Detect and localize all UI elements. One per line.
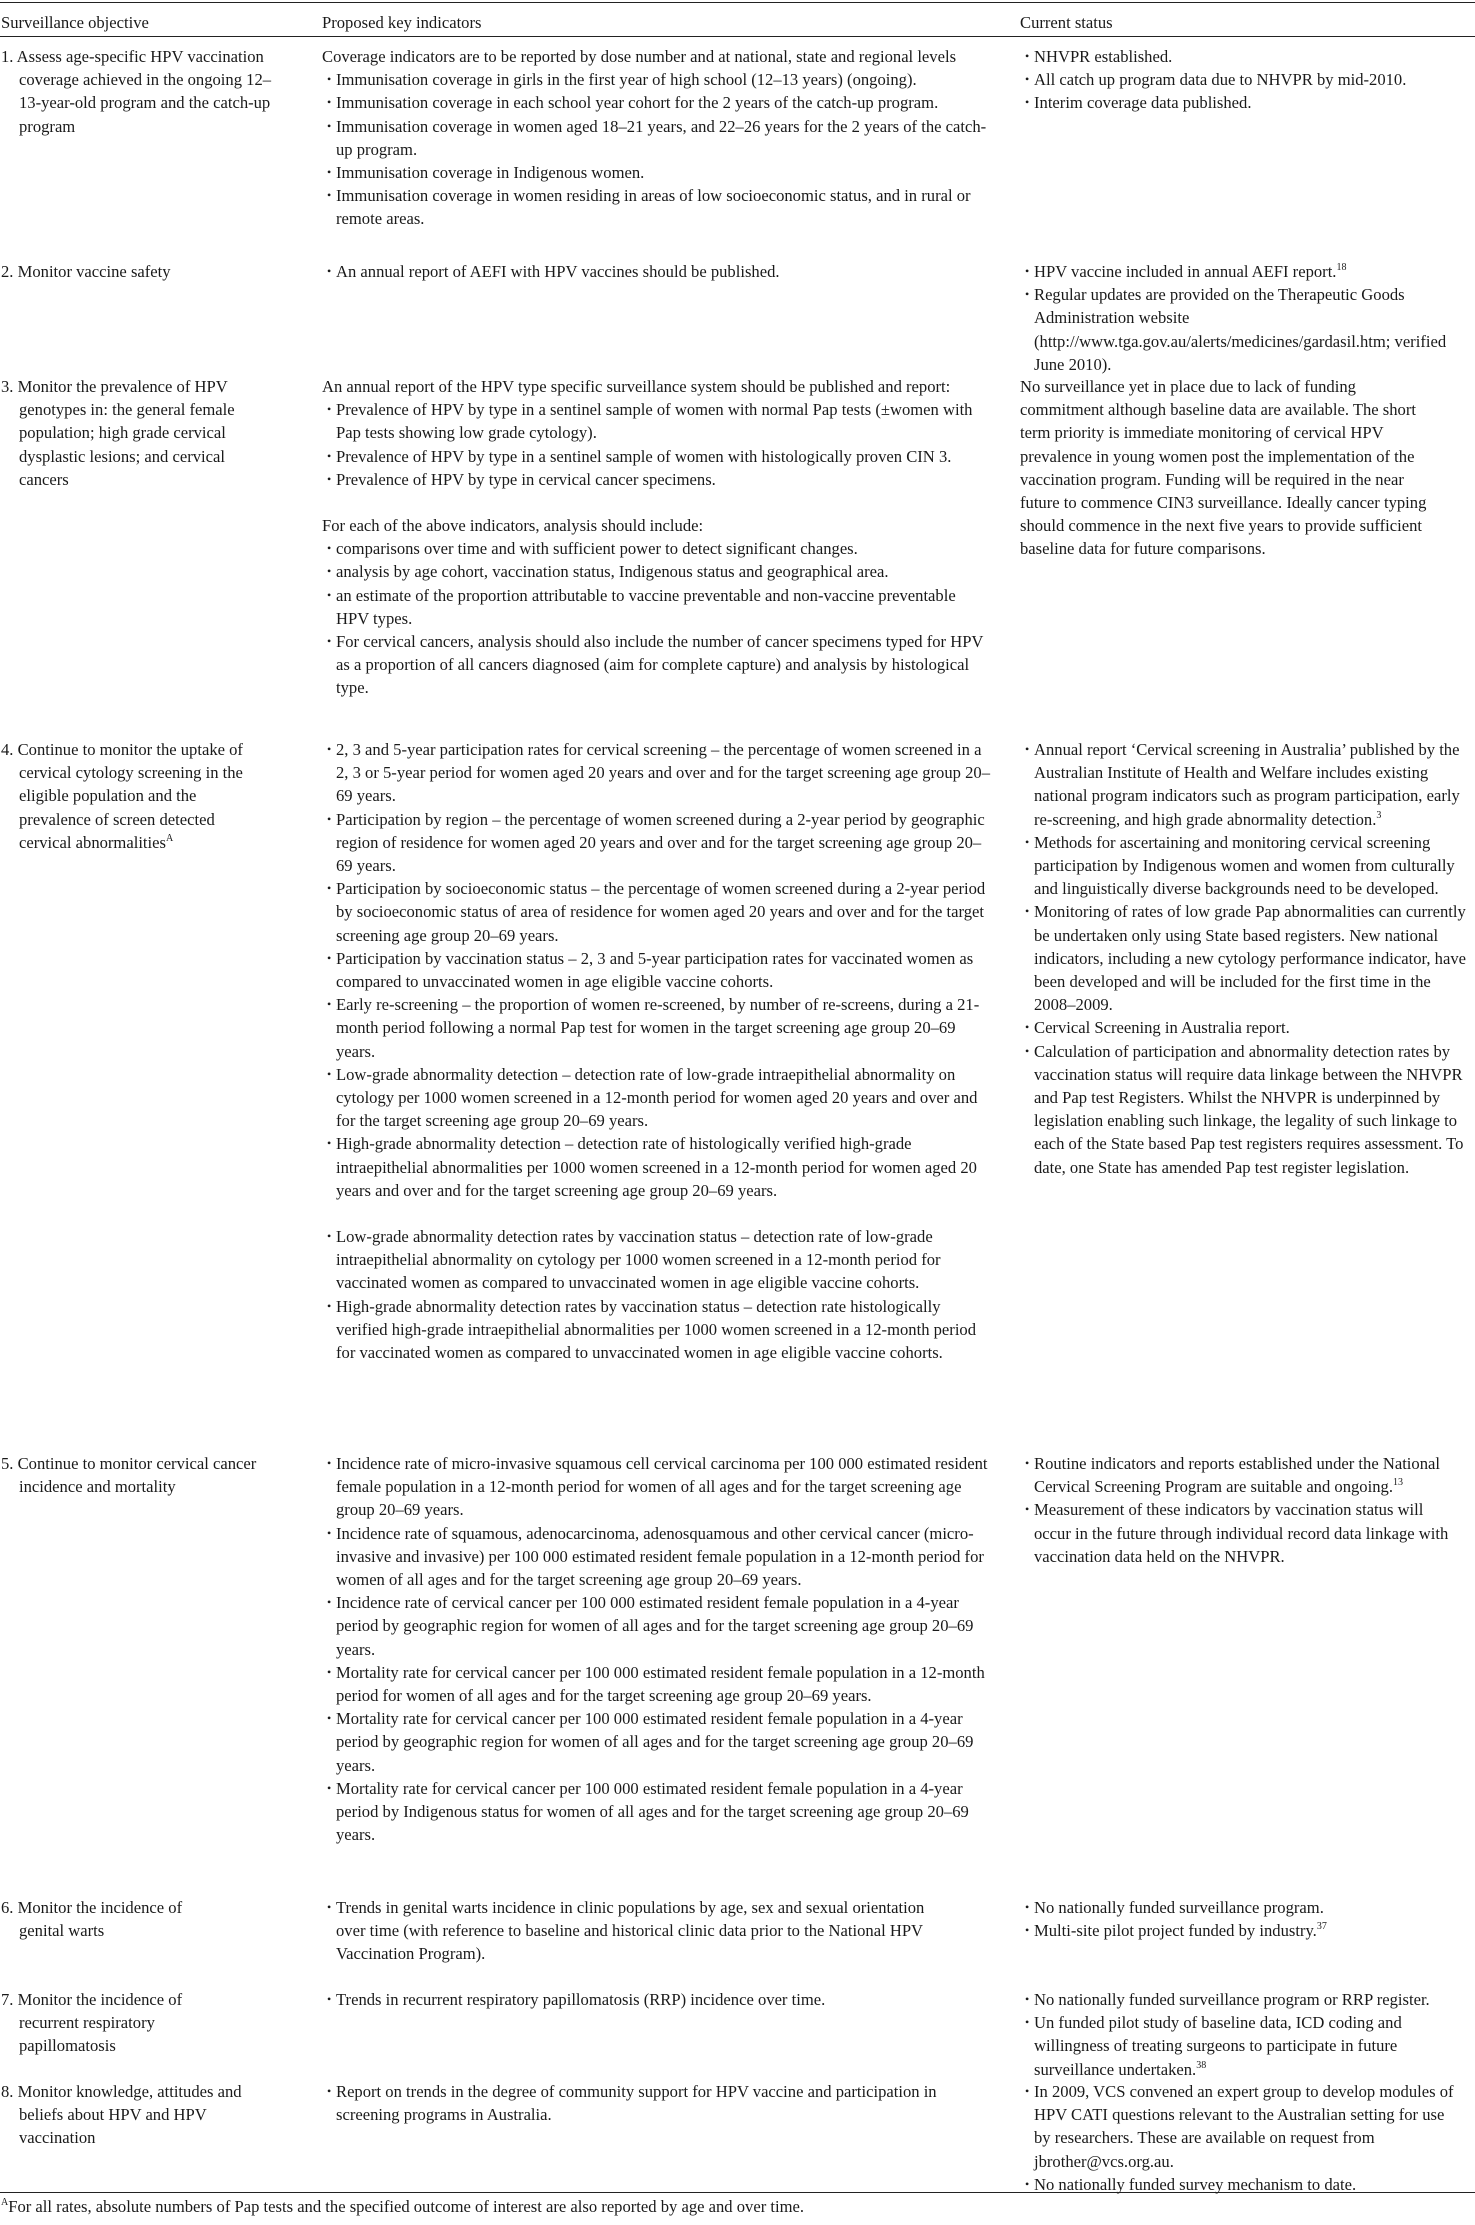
indicators-cell — [322, 1988, 990, 2011]
item-text: Immunisation coverage in Indigenous women. — [336, 163, 645, 183]
item-text: HPV vaccine included in annual AEFI report. — [1034, 262, 1337, 281]
indicators-cell — [322, 2080, 972, 2126]
item-text: Prevalence of HPV by type in cervical cancer specimens. — [336, 469, 716, 489]
header-status: Current status — [1020, 13, 1113, 32]
item-text: NHVPR established. — [1034, 47, 1173, 66]
paragraph-gap — [322, 491, 990, 514]
item-text: All catch up program data due to NHVPR by mid-2010. — [1034, 70, 1407, 90]
bullet-item — [322, 560, 990, 583]
bullet-item — [322, 1988, 990, 2011]
bullet-item — [1020, 1919, 1472, 1942]
objective-cell: 5. Continue to monitor cervical cancer incidence and mortality — [1, 1454, 257, 1497]
bullet-item — [1020, 1452, 1458, 1498]
bullet-item — [322, 2080, 972, 2126]
status-cell — [1020, 738, 1472, 1179]
bullet-item — [1020, 1498, 1458, 1568]
bottom-rule — [0, 2192, 1475, 2193]
item-text: An annual report of the HPV type specific surveillance system should be published and report: — [322, 377, 951, 396]
bullet-item — [322, 1896, 947, 1966]
bullet-item — [322, 808, 990, 878]
item-text: Coverage indicators are to be reported by dose number and at national, state and regional levels — [322, 47, 957, 66]
bullet-item — [322, 1452, 990, 1522]
item-text: Monitoring of rates of low grade Pap abnormalities can currently be undertaken only using State based registers. New national indicators, including a new cytology performance indicator, have been developed and will be included for the first time in the 2008–2009. — [1034, 902, 1467, 1015]
item-text: High-grade abnormality detection – detection rate of histologically verified high-grade intraepithelial abnormalities per 1000 women screened in a 12-month period for women aged 20 years and over and for the target screening age group 20–69 years. — [336, 1134, 977, 1200]
bullet-item — [1020, 1896, 1472, 1919]
footnote-text: For all rates, absolute numbers of Pap tests and the specified outcome of interest are also reported by age and over time. — [8, 2197, 805, 2216]
indicators-cell — [322, 1896, 947, 1966]
bullet-item — [1020, 1040, 1472, 1179]
indicators-cell — [322, 1452, 990, 1846]
bullet-item — [1020, 900, 1472, 1016]
item-text: Immunisation coverage in women aged 18–21 years, and 22–26 years for the 2 years of the catch-up program. — [336, 116, 987, 159]
bullet-item — [1020, 2080, 1462, 2173]
bullet-item — [322, 115, 990, 161]
bullet-item — [322, 1591, 990, 1661]
bullet-item — [322, 584, 990, 630]
header-rule — [0, 36, 1475, 37]
item-text: Un funded pilot study of baseline data, ICD coding and willingness of treating surgeons to participate in future surveillance undertaken. — [1034, 2013, 1402, 2079]
status-cell — [1020, 45, 1472, 115]
objective-cell: 3. Monitor the prevalence of HPV genotypes in: the general female population; high grade cervical dysplastic lesions; and cervical cancers — [1, 377, 235, 489]
item-text: an estimate of the proportion attributable to vaccine preventable and non-vaccine preventable HPV types. — [336, 585, 956, 628]
item-text: No nationally funded surveillance program or RRP register. — [1034, 1990, 1430, 2009]
indicators-cell — [322, 375, 990, 700]
footnote-mark: A — [1, 2197, 9, 2208]
bullet-item — [1020, 1016, 1472, 1039]
bullet-item — [1020, 831, 1472, 901]
table-header-row — [0, 2, 1475, 36]
objective-cell: 8. Monitor knowledge, attitudes and beliefs about HPV and HPV vaccination — [1, 2082, 242, 2148]
status-cell — [1020, 2080, 1462, 2196]
objective-cell: 4. Continue to monitor the uptake of cervical cytology screening in the eligible population and the prevalence of screen detected cervical abnormalities$^A$ — [1, 740, 243, 852]
bullet-item — [1020, 1988, 1460, 2011]
item-text: In 2009, VCS convened an expert group to develop modules of HPV CATI questions relevant to the Australian setting for use by researchers. These are available on request from jbrother@vcs.org.au. — [1034, 2082, 1454, 2171]
bullet-item — [322, 260, 990, 283]
item-text: Mortality rate for cervical cancer per 100 000 estimated resident female population in a 4-year period by Indigenous status for women of all ages and for the target screening age group 20–69 years. — [336, 1778, 969, 1845]
item-text: Report on trends in the degree of community support for HPV vaccine and participation in screening programs in Australia. — [336, 2082, 937, 2125]
item-text: Multi-site pilot project funded by industry. — [1034, 1921, 1317, 1941]
reference-mark: 18 — [1336, 262, 1347, 273]
bullet-item — [322, 877, 990, 947]
item-text: Participation by vaccination status – 2, 3 and 5-year participation rates for vaccinated women as compared to unvaccinated women in age eligible vaccine cohorts. — [336, 948, 974, 992]
reference-mark: 3 — [1376, 809, 1382, 821]
bullet-item — [1020, 738, 1472, 831]
item-text: For cervical cancers, analysis should also include the number of cancer specimens typed for HPV as a proportion of all cancers diagnosed (aim for complete capture) and analysis by histological type. — [336, 632, 984, 698]
item-text: Immunisation coverage in girls in the first year of high school (12–13 years) (ongoing). — [336, 70, 917, 90]
bullet-item — [1020, 91, 1472, 114]
indicators-cell — [322, 260, 990, 283]
bullet-item — [322, 738, 990, 808]
bullet-item — [322, 537, 990, 560]
paragraph — [322, 514, 990, 537]
bullet-item — [322, 947, 990, 993]
item-text: Incidence rate of cervical cancer per 100 000 estimated resident female population in a 4-year period by geographic region for women of all ages and for the target screening age group 20–69 years. — [336, 1593, 974, 1659]
item-text: Prevalence of HPV by type in a sentinel sample of women with histologically proven CIN 3. — [336, 446, 952, 466]
header-indicators: Proposed key indicators — [322, 13, 482, 32]
item-text: Measurement of these indicators by vaccination status will occur in the future through individual record data linkage with vaccination data held on the NHVPR. — [1034, 1500, 1449, 1566]
item-text: Incidence rate of squamous, adenocarcinoma, adenosquamous and other cervical cancer (micro-invasive and invasive) per 100 000 estimated resident female population in a 12-month period for women of all ages and for the target screening age group 20–69 years. — [336, 1523, 984, 1590]
bullet-item — [322, 91, 990, 114]
bullet-item — [322, 1777, 990, 1847]
bullet-item — [322, 398, 990, 444]
item-text: Low-grade abnormality detection rates by vaccination status – detection rate of low-grade intraepithelial abnormality on cytology per 1000 women screened in a 12-month period for vaccinated women as compared to unvaccinated women in age eligible vaccine cohorts. — [336, 1227, 941, 1293]
status-cell — [1020, 260, 1468, 376]
item-text: Participation by socioeconomic status – the percentage of women screened during a 2-year period by socioeconomic status of area of residence for women aged 20 years and over and for the target screening age group 20–69 years. — [336, 879, 986, 945]
reference-mark: 13 — [1392, 1477, 1403, 1489]
bullet-item — [322, 1295, 990, 1365]
bullet-item — [322, 445, 990, 468]
bullet-item — [322, 1132, 990, 1202]
bullet-item — [322, 161, 990, 184]
paragraph — [322, 45, 990, 68]
bullet-item — [1020, 260, 1468, 283]
paragraph — [322, 375, 990, 398]
item-text: Participation by region – the percentage of women screened during a 2-year period by geographic region of residence for women aged 20 years and over and for the target screening age group 20–69 years. — [336, 809, 985, 876]
item-text: 2, 3 and 5-year participation rates for cervical screening – the percentage of women screened in a 2, 3 or 5-year period for women aged 20 years and over and for the target screening age group 20–69 years. — [336, 740, 990, 806]
item-text: Low-grade abnormality detection – detection rate of low-grade intraepithelial abnormality on cytology per 1000 women screened in a 12-month period for women aged 20 years and over and for the target screening age group 20–69 years. — [336, 1064, 978, 1131]
item-text: Immunisation coverage in women residing in areas of low socioeconomic status, and in rural or remote areas. — [336, 186, 971, 229]
item-text: Calculation of participation and abnormality detection rates by vaccination status will require data linkage between the NHVPR and Pap test Registers. Whilst the NHVPR is underpinned by legislation enabling such linkage, the legality of such linkage to each of the State based Pap test registers requires assessment. To date, one State has amended Pap test register legislation. — [1034, 1041, 1464, 1177]
item-text: Cervical Screening in Australia report. — [1034, 1018, 1290, 1038]
bullet-item — [322, 993, 990, 1063]
item-text: No nationally funded surveillance program. — [1034, 1898, 1324, 1917]
item-text: comparisons over time and with sufficient power to detect significant changes. — [336, 539, 858, 559]
reference-mark: 37 — [1316, 1921, 1327, 1933]
status-cell — [1020, 1988, 1460, 2081]
bullet-item — [322, 468, 990, 491]
indicators-cell — [322, 738, 990, 1364]
bullet-item — [322, 1225, 990, 1295]
item-text: No nationally funded survey mechanism to date. — [1034, 2174, 1357, 2194]
bullet-item — [322, 68, 990, 91]
item-text: Mortality rate for cervical cancer per 100 000 estimated resident female population in a 12-month period for women of all ages and for the target screening age group 20–69 years. — [336, 1662, 985, 1706]
objective-cell: 1. Assess age-specific HPV vaccination coverage achieved in the ongoing 12–13-year-old program and the catch-up program — [1, 47, 272, 136]
paragraph-gap — [322, 1202, 990, 1225]
item-text: Immunisation coverage in each school year cohort for the 2 years of the catch-up program. — [336, 93, 939, 113]
item-text: Mortality rate for cervical cancer per 100 000 estimated resident female population in a 4-year period by geographic region for women of all ages and for the target screening age group 20–69 years. — [336, 1709, 974, 1775]
item-text: Prevalence of HPV by type in a sentinel sample of women with normal Pap tests (±women with Pap tests showing low grade cytology). — [336, 400, 973, 443]
bullet-item — [322, 1063, 990, 1133]
bullet-item — [322, 630, 990, 700]
objective-cell: 6. Monitor the incidence of genital warts — [1, 1898, 183, 1941]
item-text: Routine indicators and reports established under the National Cervical Screening Program are suitable and ongoing. — [1034, 1454, 1440, 1497]
item-text: Annual report ‘Cervical screening in Australia’ published by the Australian Institute of Health and Welfare includes existing national program indicators such as program participation, early re-screening, and high grade abnormality detection. — [1034, 740, 1460, 829]
item-text: Methods for ascertaining and monitoring cervical screening participation by Indigenous women and women from culturally and linguistically diverse backgrounds need to be developed. — [1034, 832, 1455, 899]
objective-cell: 7. Monitor the incidence of recurrent respiratory papillomatosis — [1, 1990, 183, 2056]
bullet-item — [1020, 45, 1472, 68]
paragraph — [1020, 375, 1432, 561]
indicators-cell — [322, 45, 990, 231]
objective-cell: 2. Monitor vaccine safety — [1, 262, 171, 281]
reference-mark: 38 — [1196, 2059, 1207, 2071]
item-text: Regular updates are provided on the Therapeutic Goods Administration website (http://www.tga.gov.au/alerts/medicines/gardasil.htm; verified June 2010). — [1034, 285, 1447, 374]
status-cell — [1020, 1896, 1472, 1942]
item-text: Trends in recurrent respiratory papillomatosis (RRP) incidence over time. — [336, 1990, 826, 2009]
bullet-item — [322, 1522, 990, 1592]
header-objective: Surveillance objective — [1, 13, 149, 32]
table-footnote — [1, 2196, 1471, 2218]
item-text: Trends in genital warts incidence in clinic populations by age, sex and sexual orientation over time (with reference to baseline and historical clinic data prior to the National HPV Vaccination Program). — [336, 1898, 925, 1964]
bullet-item — [322, 184, 990, 230]
status-cell — [1020, 375, 1432, 561]
item-text: analysis by age cohort, vaccination status, Indigenous status and geographical area. — [336, 562, 889, 582]
bullet-item — [1020, 2011, 1460, 2081]
item-text: High-grade abnormality detection rates by vaccination status – detection rate histologically verified high-grade intraepithelial abnormalities per 1000 women screened in a 12-month period for vaccinated women as compared to unvaccinated women in age eligible vaccine cohorts. — [336, 1296, 977, 1363]
item-text: No surveillance yet in place due to lack of funding commitment although baseline data are available. The short term priority is immediate monitoring of cervical HPV prevalence in young women post the implementation of the vaccination program. Funding will be required in the near future to commence CIN3 surveillance. Ideally cancer typing should commence in the next five years to provide sufficient baseline data for future comparisons. — [1020, 377, 1427, 559]
item-text: For each of the above indicators, analysis should include: — [322, 516, 704, 536]
status-cell — [1020, 1452, 1458, 1568]
bullet-item — [322, 1707, 990, 1777]
item-text: An annual report of AEFI with HPV vaccines should be published. — [336, 262, 780, 281]
bullet-item — [322, 1661, 990, 1707]
bullet-item — [1020, 68, 1472, 91]
bullet-item — [1020, 283, 1468, 376]
item-text: Early re-screening – the proportion of women re-screened, by number of re-screens, during a 21-month period following a normal Pap test for women in the target screening age group 20–69 years. — [336, 995, 980, 1061]
item-text: Interim coverage data published. — [1034, 93, 1252, 113]
item-text: Incidence rate of micro-invasive squamous cell cervical carcinoma per 100 000 estimated resident female population in a 12-month period for women of all ages and for the target screening age group 20–69 years. — [336, 1454, 988, 1520]
